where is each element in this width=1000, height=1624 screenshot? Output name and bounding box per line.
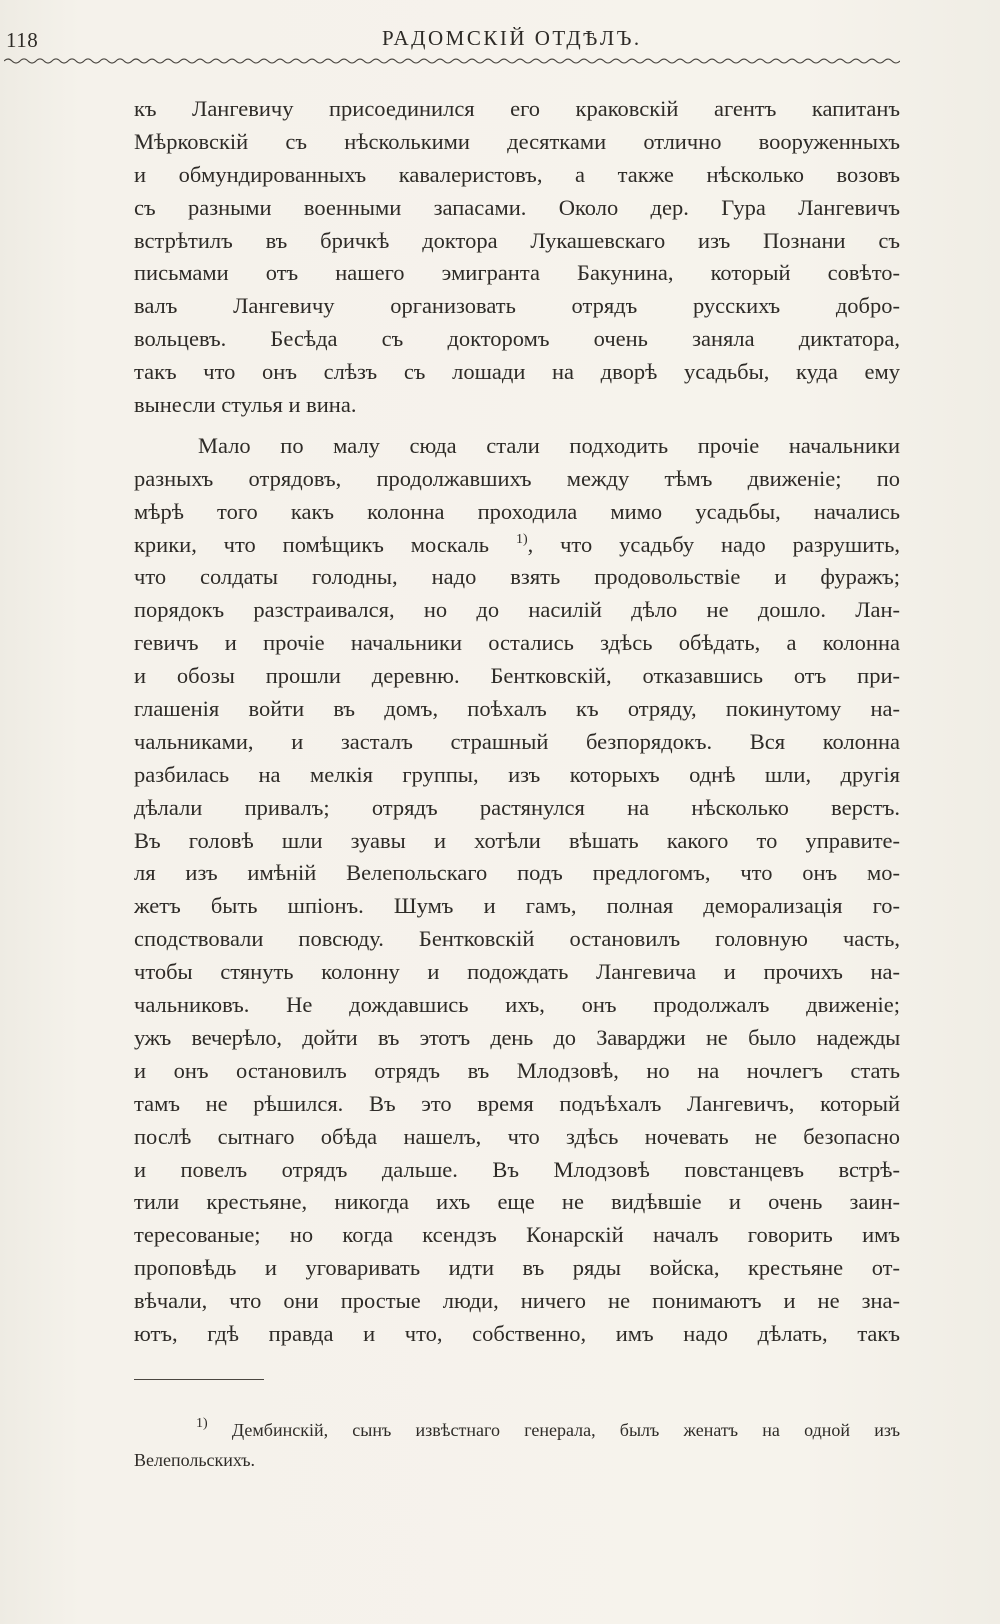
text-line: что солдаты голодны, надо взять продовольствіе и фуражъ;: [134, 564, 900, 590]
text-line: и онъ остановилъ отрядъ въ Млодзовѣ, но на ночлегъ стать: [134, 1057, 900, 1083]
text-line: такъ что онъ слѣзъ съ лошади на дворѣ усадьбы, куда ему: [134, 359, 900, 385]
footnote-line: Велепольскихъ.: [134, 1450, 256, 1470]
text-line: вольцевъ. Бесѣда съ докторомъ очень заняла диктатора,: [134, 326, 900, 352]
paragraph-gap: [134, 422, 900, 430]
text-line: глашенія войти въ домъ, поѣхалъ къ отряду, покинутому на-: [134, 696, 900, 722]
text-line: валъ Лангевичу организовать отрядъ русскихъ добро-: [134, 293, 900, 319]
text-line: жетъ быть шпіонъ. Шумъ и гамъ, полная деморализація го-: [134, 893, 900, 919]
text-line: чальниками, и засталъ страшный безпорядокъ. Вся колонна: [134, 728, 900, 754]
text-line: Мало по малу сюда стали подходить прочіе начальники: [198, 432, 900, 458]
text-line: тили крестьяне, никогда ихъ еще не видѣвшіе и очень заин-: [134, 1189, 900, 1215]
footnote-separator: [134, 1379, 264, 1380]
footnote-line: [134, 1415, 900, 1445]
text-line: вынесли стулья и вина.: [134, 392, 357, 418]
text-line: и повелъ отрядъ дальше. Въ Млодзовѣ повстанцевъ встрѣ-: [134, 1156, 900, 1182]
text-line: и обозы прошли деревню. Бентковскій, отказавшись отъ при-: [134, 663, 900, 689]
text-line: вѣчали, что они простые люди, ничего не понимаютъ и не зна-: [134, 1288, 900, 1314]
page-number: 118: [6, 28, 39, 52]
footnote-marker: 1): [196, 1416, 208, 1431]
text-line: проповѣдь и уговаривать идти въ ряды войска, крестьяне от-: [134, 1255, 900, 1281]
text-segment: крики, что помѣщикъ москаль: [134, 531, 490, 557]
text-line: съ разными военными запасами. Около дер. Гура Лангевичъ: [134, 194, 900, 220]
paragraph-1: [134, 93, 900, 422]
text-line: послѣ сытнаго обѣда нашелъ, что здѣсь ночевать не безопасно: [134, 1123, 900, 1149]
text-line: встрѣтилъ въ бричкѣ доктора Лукашевскаго изъ Познани съ: [134, 227, 900, 253]
body-text: [134, 93, 900, 1351]
text-line: дѣлали привалъ; отрядъ растянулся на нѣсколько верстъ.: [134, 794, 900, 820]
text-line: мѣрѣ того какъ колонна проходила мимо усадьбы, начались: [134, 498, 900, 524]
footnote: [134, 1415, 900, 1475]
text-line: чальниковъ. Не дождавшись ихъ, онъ продолжалъ движеніе;: [134, 992, 900, 1018]
text-line: сподствовали повсюду. Бентковскій остановилъ головную часть,: [134, 926, 900, 952]
text-line: тамъ не рѣшился. Въ это время подъѣхалъ Лангевичъ, который: [134, 1090, 900, 1116]
paragraph-2: [134, 430, 900, 1351]
text-line: Въ головѣ шли зуавы и хотѣли вѣшать какого то управите-: [134, 827, 900, 853]
text-line: ужъ вечерѣло, дойти въ этотъ день до Заварджи не было надежды: [134, 1024, 900, 1050]
decorative-wavy-rule: [4, 54, 900, 68]
text-segment: , что усадьбу надо разрушить,: [527, 531, 900, 557]
text-line: тересованые; но когда ксендзъ Конарскій началъ говорить имъ: [134, 1222, 900, 1248]
text-line: ютъ, гдѣ правда и что, собственно, имъ надо дѣлать, такъ: [134, 1320, 900, 1346]
text-line-with-footnote: [134, 529, 900, 562]
text-line: письмами отъ нашего эмигранта Бакунина, который совѣто-: [134, 260, 900, 286]
footnote-reference[interactable]: 1): [515, 531, 528, 547]
text-line: разбилась на мелкія группы, изъ которыхъ однѣ шли, другія: [134, 761, 900, 787]
text-line: ля изъ имѣній Велепольскаго подъ предлогомъ, что онъ мо-: [134, 860, 900, 886]
text-line: и обмундированныхъ кавалеристовъ, а также нѣсколько возовъ: [134, 161, 900, 187]
text-line: къ Лангевичу присоединился его краковскій агентъ капитанъ: [134, 96, 900, 121]
text-line: разныхъ отрядовъ, продолжавшихъ между тѣмъ движеніе; по: [134, 465, 900, 491]
running-head: РАДОМСКІЙ ОТДѢЛЪ.: [382, 26, 642, 50]
text-line: Мѣрковскій съ нѣсколькими десятками отлично вооруженныхъ: [134, 128, 900, 154]
text-line: чтобы стянуть колонну и подождать Лангевича и прочихъ на-: [134, 959, 900, 985]
text-line: гевичъ и прочіе начальники остались здѣсь обѣдать, а колонна: [134, 630, 900, 656]
footnote-text: Дембинскій, сынъ извѣстнаго генерала, былъ женатъ на одной изъ: [231, 1420, 901, 1440]
text-line: порядокъ разстраивался, но до насилій дѣло не дошло. Лан-: [134, 597, 900, 623]
